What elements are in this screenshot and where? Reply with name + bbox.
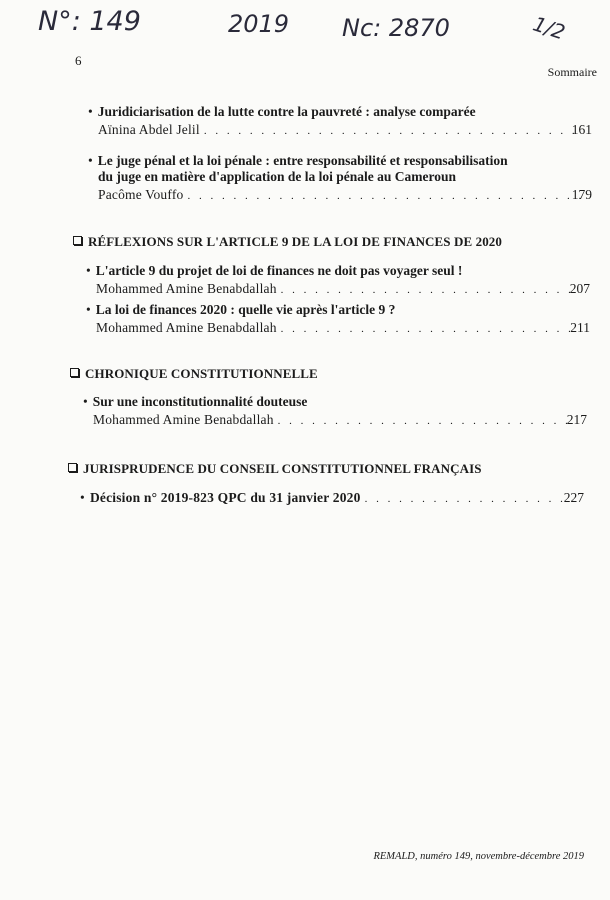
entry-author: Mohammed Amine Benabdallah bbox=[93, 412, 274, 427]
entry-page: 179 bbox=[571, 187, 592, 202]
leader-dots bbox=[365, 493, 574, 505]
section-heading: CHRONIQUE CONSTITUTIONNELLE bbox=[70, 366, 590, 382]
handwritten-number: N°: 149 bbox=[38, 6, 141, 37]
page-number: 6 bbox=[75, 53, 82, 68]
entry-page: 227 bbox=[563, 490, 584, 505]
section-heading: JURISPRUDENCE DU CONSEIL CONSTITUTIONNEL FRANÇAIS bbox=[68, 461, 588, 477]
entry-title: • Sur une inconstitutionnalité douteuse bbox=[83, 394, 308, 409]
entry-page: 161 bbox=[571, 122, 592, 137]
entry-line bbox=[83, 412, 587, 428]
bullet-icon: • bbox=[86, 302, 91, 317]
entry-line bbox=[86, 281, 590, 297]
toc-entry[interactable] bbox=[80, 488, 584, 506]
bullet-icon: • bbox=[88, 153, 93, 168]
entry-line bbox=[86, 320, 590, 336]
checkbox-square-icon bbox=[70, 368, 79, 377]
toc-entry[interactable] bbox=[86, 302, 590, 336]
handwritten-fraction: 1/2 bbox=[530, 11, 569, 45]
handwritten-year: 2019 bbox=[228, 10, 290, 38]
handwritten-code: Nc: 2870 bbox=[342, 14, 450, 42]
bullet-icon: • bbox=[80, 490, 85, 505]
entry-title: • Le juge pénal et la loi pénale : entre responsabilité et responsabilisation du juge en matière d'application de la loi pénale au Cameroun bbox=[88, 153, 508, 184]
checkbox-square-icon bbox=[68, 463, 77, 472]
entry-author: Mohammed Amine Benabdallah bbox=[96, 320, 277, 335]
entry-page: 217 bbox=[566, 412, 587, 427]
running-head: Sommaire bbox=[547, 65, 597, 79]
entry-author: Aïnina Abdel Jelil bbox=[98, 122, 200, 137]
bullet-icon: • bbox=[83, 394, 88, 409]
toc-entry[interactable] bbox=[88, 153, 592, 203]
checkbox-square-icon bbox=[73, 236, 82, 245]
leader-dots bbox=[187, 190, 582, 202]
toc-entry[interactable] bbox=[88, 104, 592, 138]
handwritten-annotations bbox=[0, 4, 610, 54]
toc-entry[interactable] bbox=[86, 263, 590, 297]
entry-title: • La loi de finances 2020 : quelle vie après l'article 9 ? bbox=[86, 302, 396, 317]
entry-line bbox=[80, 490, 584, 506]
entry-page: 207 bbox=[569, 281, 590, 296]
entry-title: • Décision n° 2019-823 QPC du 31 janvier 2020 bbox=[80, 490, 361, 505]
entry-line bbox=[88, 122, 592, 138]
section-heading: RÉFLEXIONS SUR L'ARTICLE 9 DE LA LOI DE FINANCES DE 2020 bbox=[73, 234, 593, 250]
leader-dots bbox=[281, 284, 580, 296]
entry-author: Mohammed Amine Benabdallah bbox=[96, 281, 277, 296]
entry-page: 211 bbox=[570, 320, 590, 335]
entry-title: • L'article 9 du projet de loi de finances ne doit pas voyager seul ! bbox=[86, 263, 463, 278]
bullet-icon: • bbox=[86, 263, 91, 278]
leader-dots bbox=[204, 125, 582, 137]
leader-dots bbox=[281, 323, 580, 335]
toc-entry[interactable] bbox=[83, 394, 587, 428]
entry-line bbox=[88, 187, 592, 203]
leader-dots bbox=[278, 415, 577, 427]
entry-title: • Juridiciarisation de la lutte contre la pauvreté : analyse comparée bbox=[88, 104, 476, 119]
entry-author: Pacôme Vouffo bbox=[98, 187, 184, 202]
bullet-icon: • bbox=[88, 104, 93, 119]
footer-citation: REMALD, numéro 149, novembre-décembre 2019 bbox=[373, 851, 584, 862]
